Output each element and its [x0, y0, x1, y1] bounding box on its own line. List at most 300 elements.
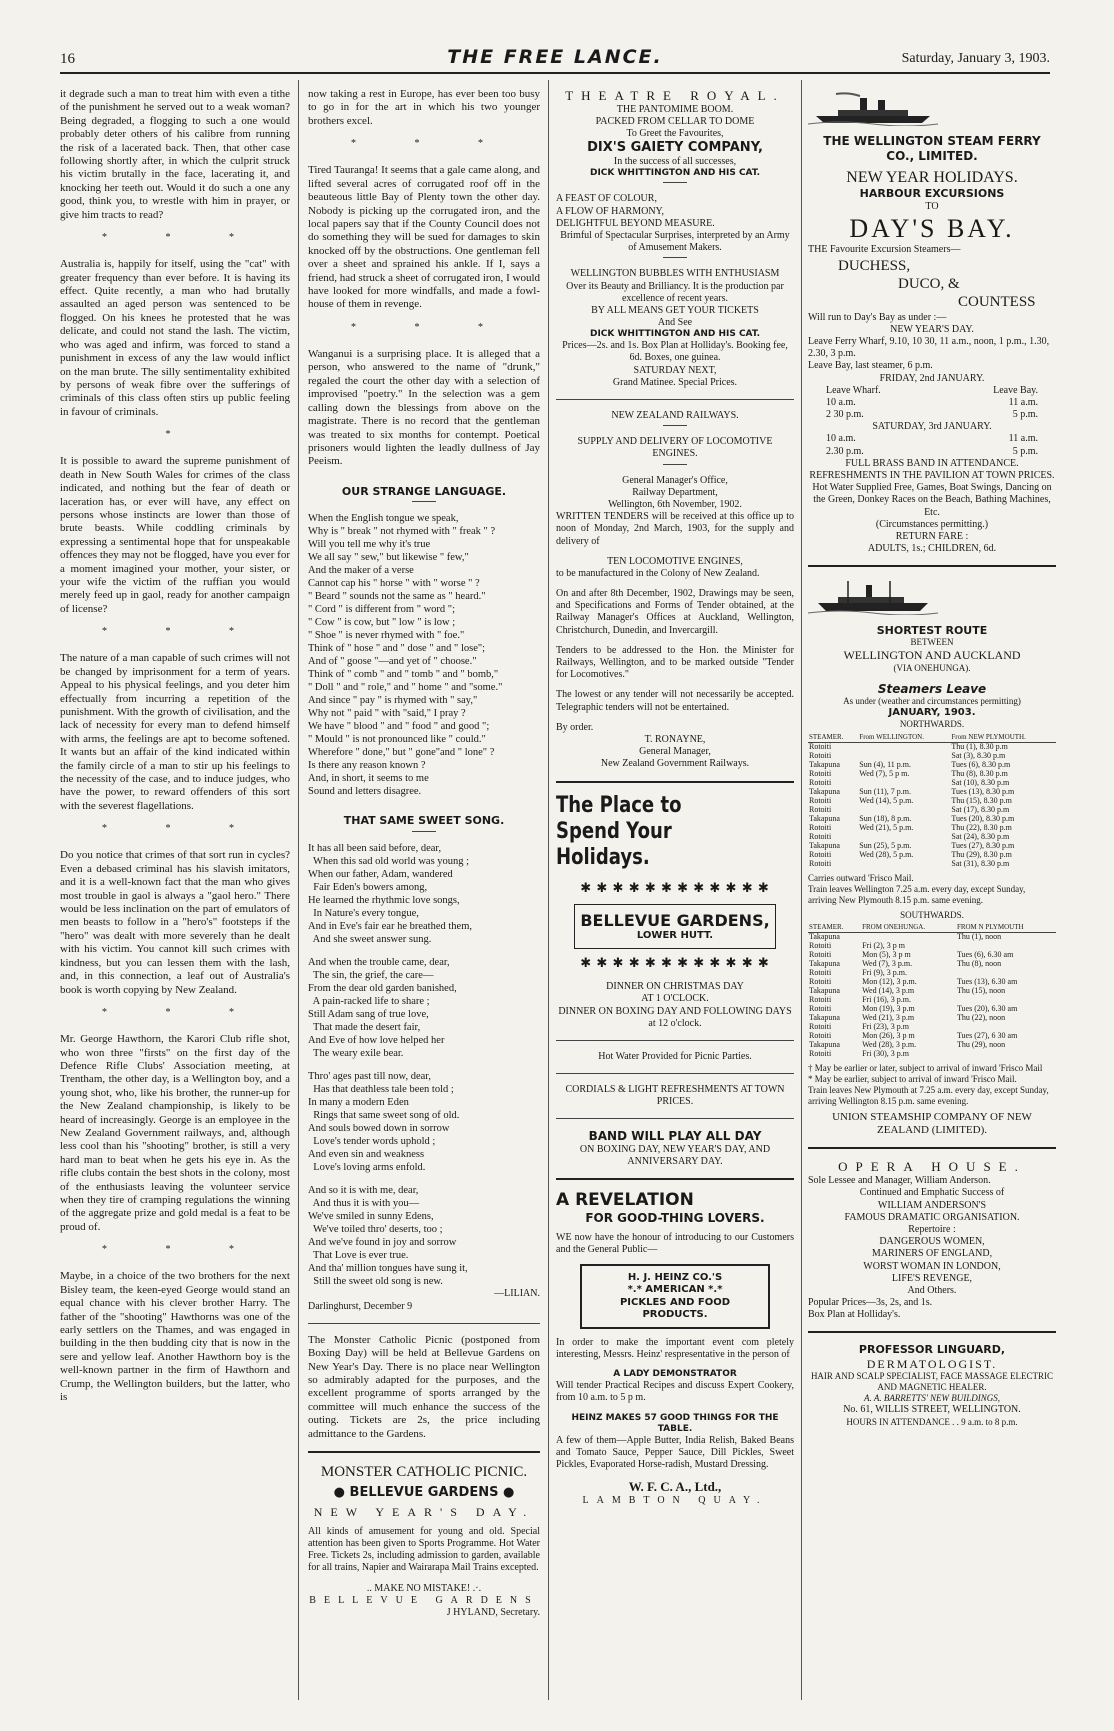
table-row	[808, 860, 1056, 869]
rail-paragraph: Tenders to be addressed to the Hon. the Minister for Railways, Wellington, and to be marked outside "Tender for Locomotives."	[556, 644, 794, 681]
table-cell: Rotoiti	[809, 1021, 832, 1031]
section-separator: *	[165, 429, 199, 441]
table-row	[808, 815, 1056, 824]
table-cell: Rotoiti	[809, 795, 832, 805]
poem-line: Think of " comb " and " tomb " and " bomb,"	[308, 669, 499, 681]
divider	[308, 1451, 540, 1453]
poem-line: He learned the rhythmic love songs,	[308, 894, 460, 906]
column-3	[556, 88, 794, 1698]
heinz-intro: WE now have the honour of introducing to our Customers and the General Public—	[556, 1231, 794, 1255]
section-separator: * * *	[351, 138, 511, 150]
poem-line: In many a modern Eden	[308, 1097, 409, 1109]
table-cell: Wed (7), 3 p.m.	[862, 959, 913, 969]
poem-line: And when the trouble came, dear,	[308, 957, 450, 968]
revelation-title: A REVELATION	[556, 1190, 694, 1211]
poem-line: " Doll " and " role," and " home " and "some."	[308, 682, 503, 694]
poem-line: Cannot cap his " horse " with " worse " ?	[308, 578, 480, 590]
holiday-line: Hot Water Provided for Picnic Parties.	[598, 1050, 752, 1062]
table-cell: Tues (13), 6.30 am	[956, 977, 1018, 987]
opera-play: WORST WOMAN IN LONDON,	[863, 1260, 1001, 1272]
poem-line: And we've found in joy and sorrow	[308, 1237, 457, 1249]
section-separator: * * *	[102, 626, 262, 638]
poem-stanza	[308, 956, 540, 1060]
table-cell: Tues (6), 6.30 am	[956, 950, 1014, 960]
table-row	[808, 743, 1056, 752]
poem-line: " Mould " is not pronounced like " could."	[308, 734, 486, 746]
table-cell: Takapuna	[809, 813, 840, 823]
rail-line: Railway Department,	[632, 486, 718, 498]
table-row	[808, 761, 1056, 770]
rail-paragraph: On and after 8th December, 1902, Drawings may be seen, and Specifications and Forms of Tender obtained, at the Railway Manager's Offices at Auckland, Wellington, Christchurch, Dunedin, and Invercargill.	[556, 588, 794, 636]
table-cell: Thu (15), 8.30 p.m	[951, 795, 1012, 805]
opera-line: Sole Lessee and Manager, William Anderson.	[808, 1175, 991, 1187]
rail-paragraph: WRITTEN TENDERS will be received at this office up to noon of Monday, 2nd March, 1903, for the supply and delivery of	[556, 511, 794, 547]
ferry-line: THE Favourite Excursion Steamers—	[808, 244, 961, 256]
poem-line: And in Eve's fair ear he breathed them,	[308, 920, 472, 932]
opera-play: MARINERS OF ENGLAND,	[871, 1248, 993, 1260]
divider	[808, 1147, 1056, 1149]
table-cell: Sat (31), 8.30 p.m	[951, 858, 1010, 868]
rail-line: Wellington, 6th November, 1902.	[608, 498, 742, 510]
divider	[556, 1073, 794, 1074]
opera-line: Continued and Emphatic Success of	[859, 1187, 1005, 1199]
table-header: STEAMER.	[808, 734, 858, 742]
poem-line: We all say " sew," but likewise " few,"	[308, 552, 469, 564]
table-cell: Takapuna	[809, 840, 840, 850]
section-separator: * * *	[102, 1006, 262, 1018]
poem-line: And tha' million tongues have sung it,	[308, 1263, 468, 1275]
table-cell: Wed (7), 5 p m.	[859, 769, 910, 779]
article-paragraph: The nature of a man capable of such crimes will not be changed by imprisonment for a term of years. Appeal to his physical feelings, and you deter him effectually from incurring a repetition of the punishment. With the growth of civilisation, and the lack of necessity for every man to defend himself with arms, the feelings are apt to become softened. It wants but an affair of the kind indicated within the family circle of a man to stir up his feelings to the necessity of the case, and to induce judges, who have the power, to reward offenders of this sort with the severest flagellations.	[60, 652, 290, 812]
ferry-line: Leave Ferry Wharf, 9.10, 10 30, 11 a.m., noon, 1 p.m., 1.30, 2.30, 3 p.m.	[808, 335, 1050, 360]
opera-play: And Others.	[907, 1284, 957, 1296]
poem-line: That made the desert fair,	[308, 1022, 421, 1034]
article-paragraph: It is possible to award the supreme punishment of death in New South Wales for crimes of the class indicated, and nothing but the fear of death or laceration has, or ever will have, any effect on persons whose instincts are lower than those of brute beasts. While coddling criminals by expressing a sentimental hope that for unspeakable offences they may not be flogged, have you ever for a moment imagined your mother, your sister, or your wife the victim of the ruffian you would merely feed up in gaol, ready for another campaign of license?	[60, 455, 290, 615]
table-row	[808, 833, 1056, 842]
route-line: JANUARY, 1903.	[888, 707, 976, 719]
table-row	[808, 1032, 1056, 1041]
bellevue-title: BELLEVUE GARDENS,	[580, 910, 770, 930]
heinz-line: *.* AMERICAN *.*	[627, 1284, 723, 1296]
theatre-line: WELLINGTON BUBBLES WITH ENTHUSIASM	[570, 268, 780, 280]
theatre-feast: DELIGHTFUL BEYOND MEASURE.	[556, 217, 715, 229]
theatre-line: In the success of all successes,	[613, 156, 737, 168]
steamer-name: DUCO, &	[898, 275, 960, 292]
table-cell: Rotoiti	[809, 804, 832, 814]
poem-stanza	[308, 842, 540, 946]
poem-line: " Shoe " is never rhymed with " foe."	[308, 630, 465, 642]
article-paragraph: Do you notice that crimes of that sort run in cycles? Even a debased criminal has his slavish imitators, and it is a well-known fact that the man who gives most trouble in gaol is always a "gaol hero." There would be less inclination on the part of emulators of men beasts to follow in a "hero's" footsteps if the "hero" was dealt with more severely than he dealt with his victim. You cannot kill such crimes with kindness, but you can lessen them with the lash, and, in this connection, a leaf out of Australia's book is worth copying by New Zealand.	[60, 849, 290, 996]
holiday-line: AT 1 O'CLOCK.	[641, 993, 709, 1005]
divider	[556, 1178, 794, 1180]
table-row	[808, 987, 1056, 996]
table-cell: Wed (28), 3 p.m.	[862, 1039, 917, 1049]
table-cell	[956, 1050, 1056, 1059]
table-row	[808, 942, 1056, 951]
opera-title: OPERA HOUSE.	[838, 1159, 1026, 1175]
poem-line: We've smiled in sunny Edens,	[308, 1211, 434, 1223]
table-cell: Rotoiti	[809, 751, 832, 761]
table-cell: Rotoiti	[809, 977, 832, 987]
heinz-paragraph: In order to make the important event com pletely interesting, Messrs. Heinz' respresentative in the person of	[556, 1336, 794, 1361]
poem-strange-language	[308, 512, 540, 798]
section-separator: * * *	[102, 1244, 262, 1256]
professor-line: HAIR AND SCALP SPECIALIST, FACE MASSAGE ELECTRIC AND MAGNETIC HEALER.	[810, 1371, 1054, 1393]
timetable-note: Carries outward 'Frisco Mail.	[808, 872, 914, 883]
table-row	[808, 851, 1056, 860]
ferry-line: ADULTS, 1s.; CHILDREN, 6d.	[867, 543, 997, 555]
heinz-heading: A LADY DEMONSTRATOR	[613, 1369, 737, 1380]
table-cell: Mon (12), 3 p.m.	[862, 977, 917, 987]
page-number: 16	[60, 51, 75, 67]
rail-title: NEW ZEALAND RAILWAYS.	[611, 410, 739, 422]
star-border: ✱ ✱ ✱ ✱ ✱ ✱ ✱ ✱ ✱ ✱ ✱ ✱	[580, 955, 770, 971]
table-row	[808, 978, 1056, 987]
ferry-line: FULL BRASS BAND IN ATTENDANCE.	[845, 457, 1019, 469]
table-cell: Mon (19), 3 p.m	[862, 1003, 915, 1013]
heinz-paragraph: Will tender Practical Recipes and discuss Expert Cookery, from 10 a.m. to 5 p m.	[556, 1380, 794, 1404]
rail-line: By order.	[556, 721, 594, 733]
theatre-feast: A FEAST OF COLOUR,	[556, 193, 657, 205]
divider	[808, 1331, 1056, 1333]
divider	[663, 182, 687, 183]
band-title: BAND WILL PLAY ALL DAY	[588, 1129, 762, 1144]
picnic-ad-title: MONSTER CATHOLIC PICNIC.	[320, 1464, 528, 1480]
table-row	[808, 1041, 1056, 1050]
poem-line: Love's loving arms enfold.	[308, 1162, 426, 1174]
table-cell: Rotoiti	[809, 831, 832, 841]
table-cell: Rotoiti	[809, 950, 832, 960]
table-cell: Rotoiti	[809, 941, 832, 951]
table-row	[808, 933, 1056, 942]
picnic-ad-gardens: BELLEVUE GARDENS	[309, 1594, 539, 1606]
table-cell: Rotoiti	[809, 849, 832, 859]
ferry-line: Leave Bay, last steamer, 6 p.m.	[808, 360, 933, 372]
poem-line: Thro' ages past till now, dear,	[308, 1071, 431, 1083]
divider	[663, 425, 687, 426]
timetable-note: † May be earlier or later, subject to arrival of inward 'Frisco Mail	[808, 1062, 1043, 1073]
poem-line: Wherefore " done," but " gone"and " lone" ?	[308, 747, 495, 759]
ferry-line: REFRESHMENTS IN THE PAVILION AT TOWN PRICES.	[809, 470, 1055, 481]
revelation-subtitle: FOR GOOD-THING LOVERS.	[585, 1211, 765, 1226]
section-separator: * * *	[102, 823, 262, 835]
route-line: BETWEEN	[910, 637, 954, 648]
table-row	[808, 797, 1056, 806]
rail-heading: SUPPLY AND DELIVERY OF LOCOMOTIVE ENGINES.	[577, 436, 773, 460]
table-cell: Thu (1), noon	[956, 932, 1002, 942]
route-line: Steamers Leave	[877, 681, 987, 696]
ferry-times-row: 2.30 p.m. 5 p.m.	[826, 445, 1038, 457]
holiday-line: DINNER ON CHRISTMAS DAY	[606, 981, 744, 993]
timetable-note: * May be earlier, subject to arrival of inward 'Frisco Mail.	[808, 1073, 1017, 1084]
holiday-line: DINNER ON BOXING DAY AND FOLLOWING DAYS at 12 o'clock.	[558, 1005, 792, 1029]
table-cell: Fri (16), 3 p.m.	[862, 994, 911, 1004]
table-cell: Sat (24), 8.30 p.m	[951, 831, 1010, 841]
theatre-feast: Brimful of Spectacular Surprises, interpreted by an Army of Amusement Makers.	[560, 230, 790, 254]
table-header: From NEW PLYMOUTH.	[950, 734, 1056, 742]
bellevue-box	[574, 904, 776, 950]
ferry-line: TO	[925, 200, 939, 212]
rail-line: TEN LOCOMOTIVE ENGINES,	[607, 555, 743, 567]
table-cell: Rotoiti	[809, 822, 832, 832]
column-divider	[801, 80, 802, 1700]
heinz-line: PICKLES AND FOOD PRODUCTS.	[619, 1296, 731, 1320]
poem-line: Fair Eden's bowers among,	[308, 881, 428, 893]
route-line: (VIA ONEHUNGA).	[893, 662, 971, 673]
table-cell: Thu (8), 8.30 p.m	[951, 769, 1008, 779]
divider	[556, 399, 794, 400]
steamship-icon	[808, 579, 938, 615]
divider	[663, 464, 687, 465]
theatre-line: BY ALL MEANS GET YOUR TICKETS	[591, 304, 759, 316]
theatre-feast: A FLOW OF HARMONY,	[556, 205, 664, 217]
ferry-holiday-title: NEW YEAR HOLIDAYS.	[846, 168, 1018, 186]
divider	[412, 831, 436, 832]
table-cell: Wed (14), 5 p.m.	[859, 795, 914, 805]
poem-line: Sound and letters disagree.	[308, 786, 422, 798]
table-cell: Tues (20), 6.30 am	[956, 1003, 1018, 1013]
star-border: ✱ ✱ ✱ ✱ ✱ ✱ ✱ ✱ ✱ ✱ ✱ ✱	[580, 879, 770, 895]
table-row	[808, 1023, 1056, 1032]
table-cell: Takapuna	[809, 1012, 840, 1022]
divider	[663, 257, 687, 258]
table-cell: Rotoiti	[809, 769, 832, 779]
column-4	[808, 88, 1056, 1698]
steamship-icon	[808, 90, 938, 126]
poem-line: And Eve of how love helped her	[308, 1035, 445, 1047]
divider	[556, 781, 794, 783]
ferry-destination: DAY'S BAY.	[849, 213, 1015, 243]
theatre-line: Over its Beauty and Brilliancy. It is the production par excellence of recent years.	[566, 280, 784, 304]
table-row	[808, 951, 1056, 960]
opera-line: FAMOUS DRAMATIC ORGANISATION.	[844, 1211, 1020, 1223]
heinz-heading: HEINZ MAKES 57 GOOD THINGS FOR THE TABLE.	[571, 1412, 779, 1434]
route-line: SOUTHWARDS.	[900, 909, 964, 920]
table-row	[808, 996, 1056, 1005]
table-row	[808, 770, 1056, 779]
route-line: As under (weather and circumstances permitting)	[843, 696, 1021, 707]
poem-line: When the English tongue we speak,	[308, 513, 459, 525]
divider	[308, 1323, 540, 1324]
table-cell: Thu (1), 8.30 p.m	[951, 742, 1008, 752]
table-row	[808, 824, 1056, 833]
heinz-box	[580, 1264, 770, 1329]
poem-line: And souls bowed down in sorrow	[308, 1123, 450, 1135]
route-line: NORTHWARDS.	[899, 719, 965, 730]
table-cell: Tues (20), 8.30 p.m	[951, 813, 1015, 823]
show-title: DICK WHITTINGTON AND HIS CAT.	[589, 168, 761, 179]
ferry-co-name: THE WELLINGTON STEAM FERRY CO., LIMITED.	[823, 134, 1041, 164]
rail-line: New Zealand Government Railways.	[600, 758, 750, 770]
table-cell: Thu (15), noon	[956, 986, 1006, 996]
table-header: FROM N PLYMOUTH	[956, 924, 1056, 932]
rail-line: General Manager's Office,	[622, 474, 728, 486]
professor-title: DERMATOLOGIST.	[866, 1356, 998, 1371]
ferry-line: FRIDAY, 2nd JANUARY.	[879, 372, 985, 384]
ferry-times-row: Leave Wharf. Leave Bay.	[826, 384, 1038, 396]
poem-line: Rings that same sweet song of old.	[308, 1110, 460, 1122]
table-cell: Sun (25), 5 p.m.	[859, 840, 912, 850]
table-header: From WELLINGTON.	[858, 734, 950, 742]
table-cell: Takapuna	[809, 1039, 840, 1049]
table-cell: Rotoiti	[809, 858, 832, 868]
poem-line: And even sin and weakness	[308, 1149, 425, 1161]
table-cell: Wed (21), 5 p.m.	[859, 822, 914, 832]
poem-line: In Nature's every tongue,	[308, 907, 419, 919]
table-cell: Wed (28), 5 p.m.	[859, 849, 914, 859]
store-name: W. F. C. A., Ltd.,	[628, 1479, 722, 1495]
poem-line: And the maker of a verse	[308, 565, 414, 577]
poem-line: It has all been said before, dear,	[308, 842, 442, 854]
table-row	[808, 1014, 1056, 1023]
ferry-line: SATURDAY, 3rd JANUARY.	[872, 421, 992, 433]
poem-line: And of " goose "—and yet of " choose."	[308, 656, 477, 668]
holiday-line: ON BOXING DAY, NEW YEAR'S DAY, AND ANNIVERSARY DAY.	[579, 1144, 771, 1168]
table-cell: Sat (3), 8.30 p.m	[951, 751, 1006, 761]
table-cell: Tues (6), 8.30 p.m	[951, 760, 1011, 770]
table-header: STEAMER.	[808, 924, 861, 932]
picnic-ad-secretary: J HYLAND, Secretary.	[446, 1606, 540, 1618]
divider	[808, 565, 1056, 567]
store-address: LAMBTON QUAY.	[582, 1495, 768, 1506]
table-cell: Takapuna	[809, 787, 840, 797]
theatre-line: PACKED FROM CELLAR TO DOME	[595, 116, 755, 128]
bellevue-place: LOWER HUTT.	[636, 930, 714, 942]
professor-name: PROFESSOR LINGUARD,	[858, 1343, 1006, 1357]
table-cell: Tues (27), 8.30 p.m	[951, 840, 1015, 850]
article-paragraph: now taking a rest in Europe, has ever been too busy to go in for the art in which his two younger brothers excel.	[308, 88, 540, 127]
issue-date: Saturday, January 3, 1903.	[901, 51, 1050, 66]
opera-line: Repertoire :	[908, 1223, 956, 1235]
rail-line: T. RONAYNE,	[644, 733, 706, 745]
poem-line: We've toiled thro' deserts, too ;	[308, 1224, 443, 1236]
southwards-timetable	[808, 924, 1056, 1058]
poem-line: And, in short, it seems to me	[308, 773, 429, 785]
table-cell: Rotoiti	[809, 994, 832, 1004]
table-cell: Sun (18), 8 p.m.	[859, 813, 912, 823]
poem-line: Why is " break " not rhymed with " freak " ?	[308, 526, 496, 538]
table-row	[808, 1005, 1056, 1014]
poem-line: The weary exile bear.	[308, 1048, 404, 1060]
masthead-title: THE FREE LANCE.	[447, 46, 663, 68]
table-cell: Thu (8), noon	[956, 959, 1002, 969]
poem-line: A pain-racked life to share ;	[308, 996, 430, 1008]
picnic-ad-venue: ● BELLEVUE GARDENS ●	[333, 1485, 515, 1501]
poem-line: Will you tell me why it's true	[308, 539, 431, 551]
poem-line: " Cord " is different from " word ";	[308, 604, 456, 616]
poem-line: Still Adam sang of true love,	[308, 1009, 429, 1021]
steamer-name: COUNTESS	[958, 294, 1036, 311]
column-divider	[548, 80, 549, 1700]
table-cell: Rotoiti	[809, 1030, 832, 1040]
table-cell	[858, 860, 950, 869]
table-cell: Sun (4), 11 p.m.	[859, 760, 911, 770]
opera-line: Popular Prices—3s, 2s, and 1s.	[808, 1297, 933, 1309]
divider	[556, 1118, 794, 1119]
table-cell: Thu (29), 8.30 p.m	[951, 849, 1012, 859]
table-row	[808, 806, 1056, 815]
poem-line: And since " pay " is rhymed with " say,"	[308, 695, 478, 707]
poem-line: Think of " hose " and " dose " and " lose";	[308, 643, 486, 655]
table-row	[808, 788, 1056, 797]
ferry-line: HARBOUR EXCURSIONS	[859, 187, 1005, 201]
poem-author: —LILIAN.	[494, 1288, 540, 1300]
table-row	[808, 969, 1056, 978]
picnic-ad-day: NEW YEAR'S DAY.	[313, 1505, 535, 1520]
table-cell: Sat (17), 8.30 p.m	[951, 804, 1010, 814]
ferry-line: RETURN FARE :	[895, 530, 969, 542]
opera-line: WILLIAM ANDERSON'S	[877, 1199, 987, 1211]
poem-line: We have " blood " and " food " and good ";	[308, 721, 490, 733]
ferry-line: (Circumstances permitting.)	[875, 518, 989, 530]
theatre-line: THE PANTOMIME BOOM.	[616, 103, 734, 115]
table-cell: Mon (26), 3 p m	[862, 1030, 915, 1040]
article-paragraph: Tired Tauranga! It seems that a gale came along, and lifted several acres of corrugated roof off in the beauteous little Bay of Plenty town the other day. Nobody is picking up the corrugated iron, and the local papers say that if the County Council does not do something they will be sued for damages to skin knocked off by the obstructions. One gentleman fell over a sheet and sprained his ankle. If I, says a friend, had struck a sheet of corrugated iron, I would have looked for more windfalls, and made a fowl-house of them in revenge.	[308, 164, 540, 311]
poem-line: Why not " paid " with "said," I pray ?	[308, 708, 466, 720]
table-cell: Tues (27), 6 30 am	[956, 1030, 1018, 1040]
section-separator: * * *	[102, 232, 262, 244]
section-separator: * * *	[351, 321, 511, 333]
article-paragraph: Mr. George Hawthorn, the Karori Club rifle shot, who won three "firsts" on the first day of the Defence Rifle Clubs' Association meeting, at Trentham, the other day, is a Wellington boy, and a young shot, who, like his brother, the runner-up for the New Zealand championship, is likely to be heard of increasingly. George is an employee in the New Zealand Government railways, and, although less cool than his "shooting" brother, is still a very hard man to beat when he gets his eye in. As the rifle clubs contain the best shots in the colony, most of the enthusiasts leaving the volunteer service when they tire of cramping regulations the winning of the aggregate prize and gold medal is a feat to be proud of.	[60, 1033, 290, 1233]
poem-line: " Beard " sounds not the same as " heard."	[308, 591, 486, 603]
theatre-line: SATURDAY NEXT,	[633, 364, 717, 376]
poem-line: From the dear old garden banished,	[308, 983, 457, 995]
table-row	[808, 842, 1056, 851]
ferry-times-row: 10 a.m. 11 a.m.	[826, 396, 1038, 408]
article-paragraph: it degrade such a man to treat him with even a tithe of the punishment he served out to a weak woman? Being degraded, a flogging to such a one would probably deter others of his calibre from running the risk of a lacerated back. Then, that other case following shortly after, in which the culprit struck his victim brutally in the face, lacerating it, and knocking her teeth out. Would it do such a one any good, think you, to wrestle with him in prayer, or give him tracts to read?	[60, 88, 290, 221]
rail-paragraph: to be manufactured in the Colony of New Zealand.	[556, 567, 760, 579]
route-line: WELLINGTON AND AUCKLAND	[843, 648, 1021, 663]
rail-paragraph: The lowest or any tender will not necessarily be accepted. Telegraphic tenders will not be entertained.	[556, 689, 794, 713]
table-row	[808, 1050, 1056, 1059]
show-title: DICK WHITTINGTON AND HIS CAT.	[589, 329, 761, 340]
company-name: DIX'S GAIETY COMPANY,	[587, 140, 763, 156]
column-2	[308, 88, 540, 1698]
ferry-line: Will run to Day's Bay as under :—	[808, 311, 947, 323]
table-cell: Thu (22), noon	[956, 1012, 1006, 1022]
northwards-timetable	[808, 734, 1056, 868]
table-row	[808, 752, 1056, 761]
rail-line: General Manager,	[639, 746, 711, 758]
article-paragraph: Australia is, happily for itself, using the "cat" with greater frequency than ever before. It is having its effect. Quite recently, a man who had brutally assaulted an aged person was sentenced to be flogged. On his knees he protested that he was delicate, and could not stand the lash. The victim, who was aged and infirm, was forced to stand a punishment in excess of any the law would inflict on the man brute. The silly sentimentality exhibited by persons of weak fibre over the sufferings of criminals of this class often stirs up public feeling in favour of criminals.	[60, 258, 290, 418]
steamer-name: DUCHESS,	[838, 257, 911, 274]
table-cell: Fri (30), 3 p.m	[862, 1048, 909, 1058]
table-row	[808, 779, 1056, 788]
poem-title: OUR STRANGE LANGUAGE.	[341, 484, 507, 498]
theatre-line: To Greet the Favourites,	[626, 128, 724, 140]
poem-stanza	[308, 1184, 540, 1288]
table-header-row	[808, 924, 1056, 932]
table-cell: Thu (22), 8.30 p.m	[951, 822, 1012, 832]
poem-line: Love's tender words uphold ;	[308, 1136, 436, 1148]
poem-line: And she sweet answer sung.	[308, 933, 432, 945]
opera-play: LIFE'S REVENGE,	[891, 1272, 973, 1284]
holiday-ad-title: The Place to Spend Your Holidays.	[556, 792, 682, 871]
poem-stanza	[308, 1070, 540, 1174]
table-cell: Fri (23), 3 p.m	[862, 1021, 909, 1031]
ferry-line: NEW YEAR'S DAY.	[890, 323, 974, 335]
ferry-times-row: 10 a.m. 11 a.m.	[826, 433, 1038, 445]
theatre-title: THEATRE ROYAL.	[565, 88, 785, 103]
heinz-line: H. J. HEINZ CO.'S	[627, 1272, 723, 1284]
professor-line: A. A. BARRETTS' NEW BUILDINGS,	[863, 1393, 1000, 1404]
table-cell: Wed (14), 3 p.m	[862, 986, 915, 996]
union-title: UNION STEAMSHIP COMPANY OF NEW ZEALAND (LIMITED).	[832, 1110, 1032, 1136]
table-cell: Sat (10), 8.30 p.m	[951, 778, 1010, 788]
table-cell: Tues (13), 8.30 p.m	[951, 787, 1015, 797]
opera-play: DANGEROUS WOMEN,	[879, 1236, 985, 1248]
table-cell: Rotoiti	[809, 778, 832, 788]
